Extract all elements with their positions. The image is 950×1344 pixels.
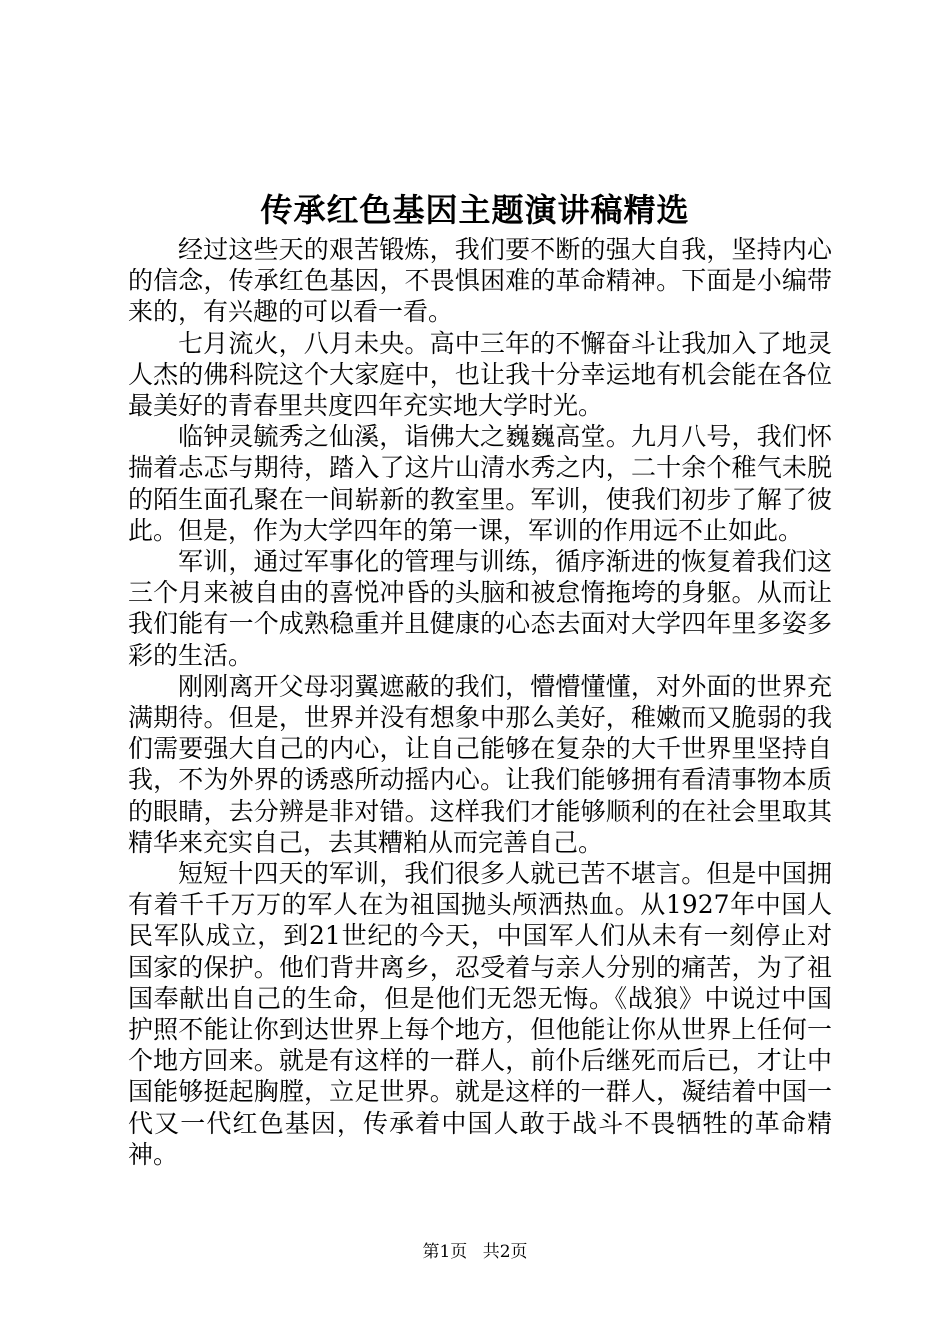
page-footer <box>0 1240 950 1264</box>
page-number-current: 第1页 <box>422 1242 468 1262</box>
paragraph: 临钟灵毓秀之仙溪，诣佛大之巍巍高堂。九月八号，我们怀揣着忐忑与期待，踏入了这片山清水秀之内，二十余个稚气未脱的陌生面孔聚在一间崭新的教室里。军训，使我们初步了解了彼此。但是，作为大学四年的第一课，军训的作用远不止如此。 <box>128 422 832 545</box>
paragraph: 军训，通过军事化的管理与训练，循序渐进的恢复着我们这三个月来被自由的喜悦冲昏的头脑和被怠惰拖垮的身躯。从而让我们能有一个成熟稳重并且健康的心态去面对大学四年里多姿多彩的生活。 <box>128 547 832 670</box>
paragraph: 经过这些天的艰苦锻炼，我们要不断的强大自我，坚持内心的信念，传承红色基因，不畏惧困难的革命精神。下面是小编带来的，有兴趣的可以看一看。 <box>128 235 832 327</box>
paragraph: 七月流火，八月未央。高中三年的不懈奋斗让我加入了地灵人杰的佛科院这个大家庭中，也让我十分幸运地有机会能在各位最美好的青春里共度四年充实地大学时光。 <box>128 328 832 421</box>
paragraph: 短短十四天的军训，我们很多人就已苦不堪言。但是中国拥有着千千万万的军人在为祖国抛头颅洒热血。从1927年中国人民军队成立，到21世纪的今天，中国军人们从未有一刻停止对国家的保护。他们背井离乡，忍受着与亲人分别的痛苦，为了祖国奉献出自己的生命，但是他们无怨无悔。《战狼》中说过中国护照不能让你到达世界上每个地方，但他能让你从世界上任何一个地方回来。就是有这样的一群人，前仆后继死而后已，才让中国能够挺起胸膛，立足世界。就是这样的一群人，凝结着中国一代又一代红色基因，传承着中国人敢于战斗不畏牺牲的革命精神。 <box>128 859 832 1169</box>
document-title: 传承红色基因主题演讲稿精选 <box>260 191 690 229</box>
document-body <box>128 234 832 1170</box>
page-number-total: 共2页 <box>482 1242 528 1262</box>
paragraph: 刚刚离开父母羽翼遮蔽的我们，懵懵懂懂，对外面的世界充满期待。但是，世界并没有想象中那么美好，稚嫩而又脆弱的我们需要强大自己的内心，让自己能够在复杂的大千世界里坚持自我，不为外界的诱惑所动摇内心。让我们能够拥有看清事物本质的眼睛，去分辨是非对错。这样我们才能够顺利的在社会里取其精华来充实自己，去其糟粕从而完善自己。 <box>128 671 832 857</box>
